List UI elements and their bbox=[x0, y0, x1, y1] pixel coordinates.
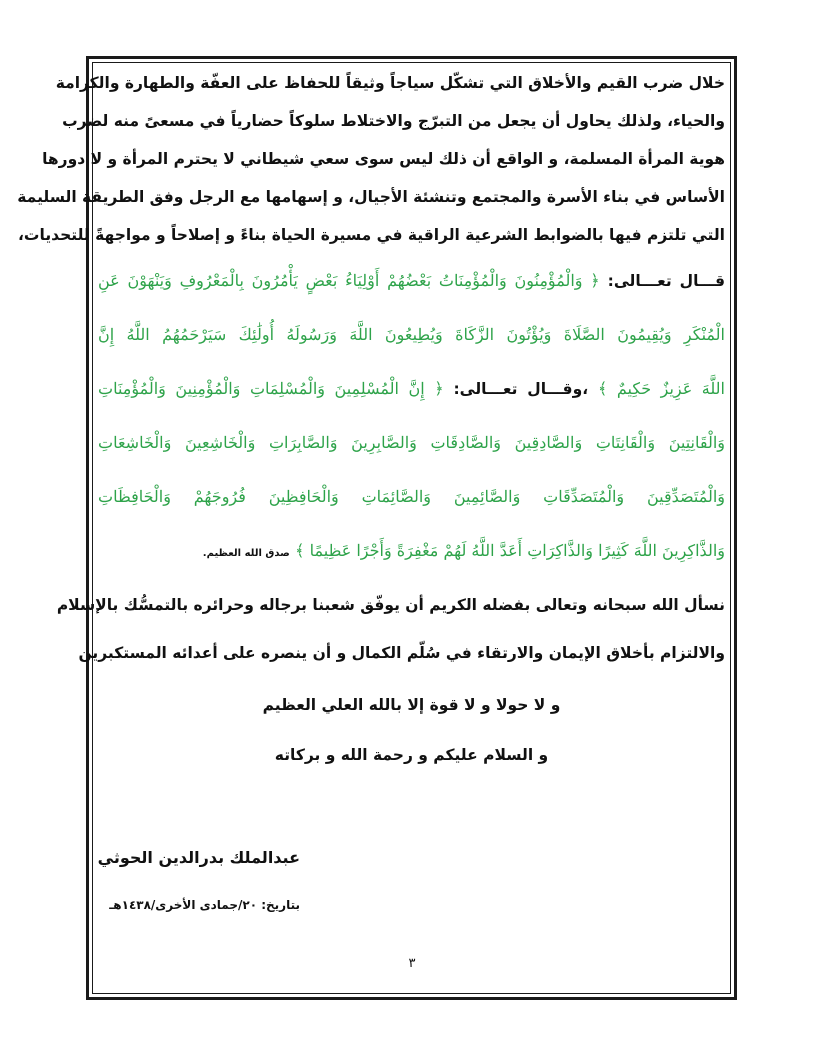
quran-verse-text: ﴿ إِنَّ الْمُسْلِمِينَ وَالْمُسْلِمَاتِ وَالْمُؤْمِنِينَ وَالْمُؤْمِنَاتِ bbox=[98, 379, 444, 398]
verse-intro: قـــال تعـــالى: bbox=[607, 272, 725, 290]
paragraph-line: الأساس في بناء الأسرة والمجتمع وتنشئة الأجيال، و إسهامها مع الرجل وفق الطريقة السليمة bbox=[17, 188, 725, 206]
quran-verse-text: اللَّهَ عَزِيزٌ حَكِيمٌ ﴾ bbox=[597, 379, 726, 398]
verse-line bbox=[98, 524, 725, 578]
prayer-line: والالتزام بأخلاق الإيمان والارتقاء في سُلّم الكمال و أن ينصره على أعدائه المستكبرين bbox=[78, 644, 725, 662]
prayer-line: و لا حولا و لا قوة إلا بالله العلي العظيم bbox=[262, 696, 561, 714]
verse-line bbox=[98, 254, 725, 308]
page-number: ٣ bbox=[408, 956, 416, 971]
paragraph-line: والحياء، ولذلك يحاول أن يجعل من التبرّج والاختلاط سلوكاً حضارياً في مسعىً منه لضرب bbox=[62, 112, 725, 130]
prayer-line: نسأل الله سبحانه وتعالى بفضله الكريم أن يوفّق شعبنا برجاله وحرائره بالتمسُّك بالإسلام bbox=[56, 596, 725, 614]
quran-verse-text: وَالذَّاكِرِينَ اللَّهَ كَثِيرًا وَالذَّاكِرَاتِ أَعَدَّ اللَّهُ لَهُمْ مَغْفِرَةً وَأَجْرًا عَظِيمًا ﴾ bbox=[295, 541, 725, 560]
quran-verse-text: ﴿ وَالْمُؤْمِنُونَ وَالْمُؤْمِنَاتُ بَعْضُهُمْ أَوْلِيَاءُ بَعْضٍ يَأْمُرُونَ بِالْمَعْرُوفِ وَيَنْهَوْنَ عَنِ bbox=[98, 271, 600, 290]
paragraph-line: التي تلتزم فيها بالضوابط الشرعية الراقية في مسيرة الحياة بناءً و إصلاحاً و مواجهةً للتحديات، bbox=[18, 226, 725, 244]
signature: عبدالملك بدرالدين الحوثي bbox=[97, 848, 300, 867]
document-date: بتاريخ: ٢٠/جمادى الأخرى/١٤٣٨هـ bbox=[109, 898, 300, 912]
quran-verse-text: الْمُنْكَرِ وَيُقِيمُونَ الصَّلَاةَ وَيُؤْتُونَ الزَّكَاةَ وَيُطِيعُونَ اللَّهَ وَرَسُولَهُ أُولَٰئِكَ سَيَرْحَمُهُمُ اللَّهُ إِنَّ bbox=[98, 325, 725, 344]
prayer-line: و السلام عليكم و رحمة الله و بركاته bbox=[274, 746, 549, 764]
quran-verse-text: وَالْقَانِتِينَ وَالْقَانِتَاتِ وَالصَّادِقِينَ وَالصَّادِقَاتِ وَالصَّابِرِينَ وَالصَّابِرَاتِ وَالْخَاشِعِينَ وَالْخَاشِعَاتِ bbox=[98, 433, 725, 452]
document-body bbox=[17, 64, 726, 578]
verse-line bbox=[98, 470, 725, 524]
verse-closing: صدق الله العظيم. bbox=[202, 548, 290, 559]
verse-intro: ،وقـــال تعـــالى: bbox=[453, 380, 589, 398]
verse-line bbox=[98, 308, 725, 362]
paragraph-line: هوية المرأة المسلمة، و الواقع أن ذلك ليس سوى سعي شيطاني لا يحترم المرأة و لا دورها bbox=[42, 150, 725, 168]
quran-verse-text: وَالْمُتَصَدِّقِينَ وَالْمُتَصَدِّقَاتِ وَالصَّائِمِينَ وَالصَّائِمَاتِ وَالْحَافِظِينَ فُرُوجَهُمْ وَالْحَافِظَاتِ bbox=[98, 487, 725, 506]
paragraph-line: خلال ضرب القيم والأخلاق التي تشكّل سياجاً وثيقاً للحفاظ على العفّة والطهارة والكرامة bbox=[55, 74, 725, 92]
verse-line bbox=[98, 362, 725, 416]
verse-line bbox=[98, 416, 725, 470]
